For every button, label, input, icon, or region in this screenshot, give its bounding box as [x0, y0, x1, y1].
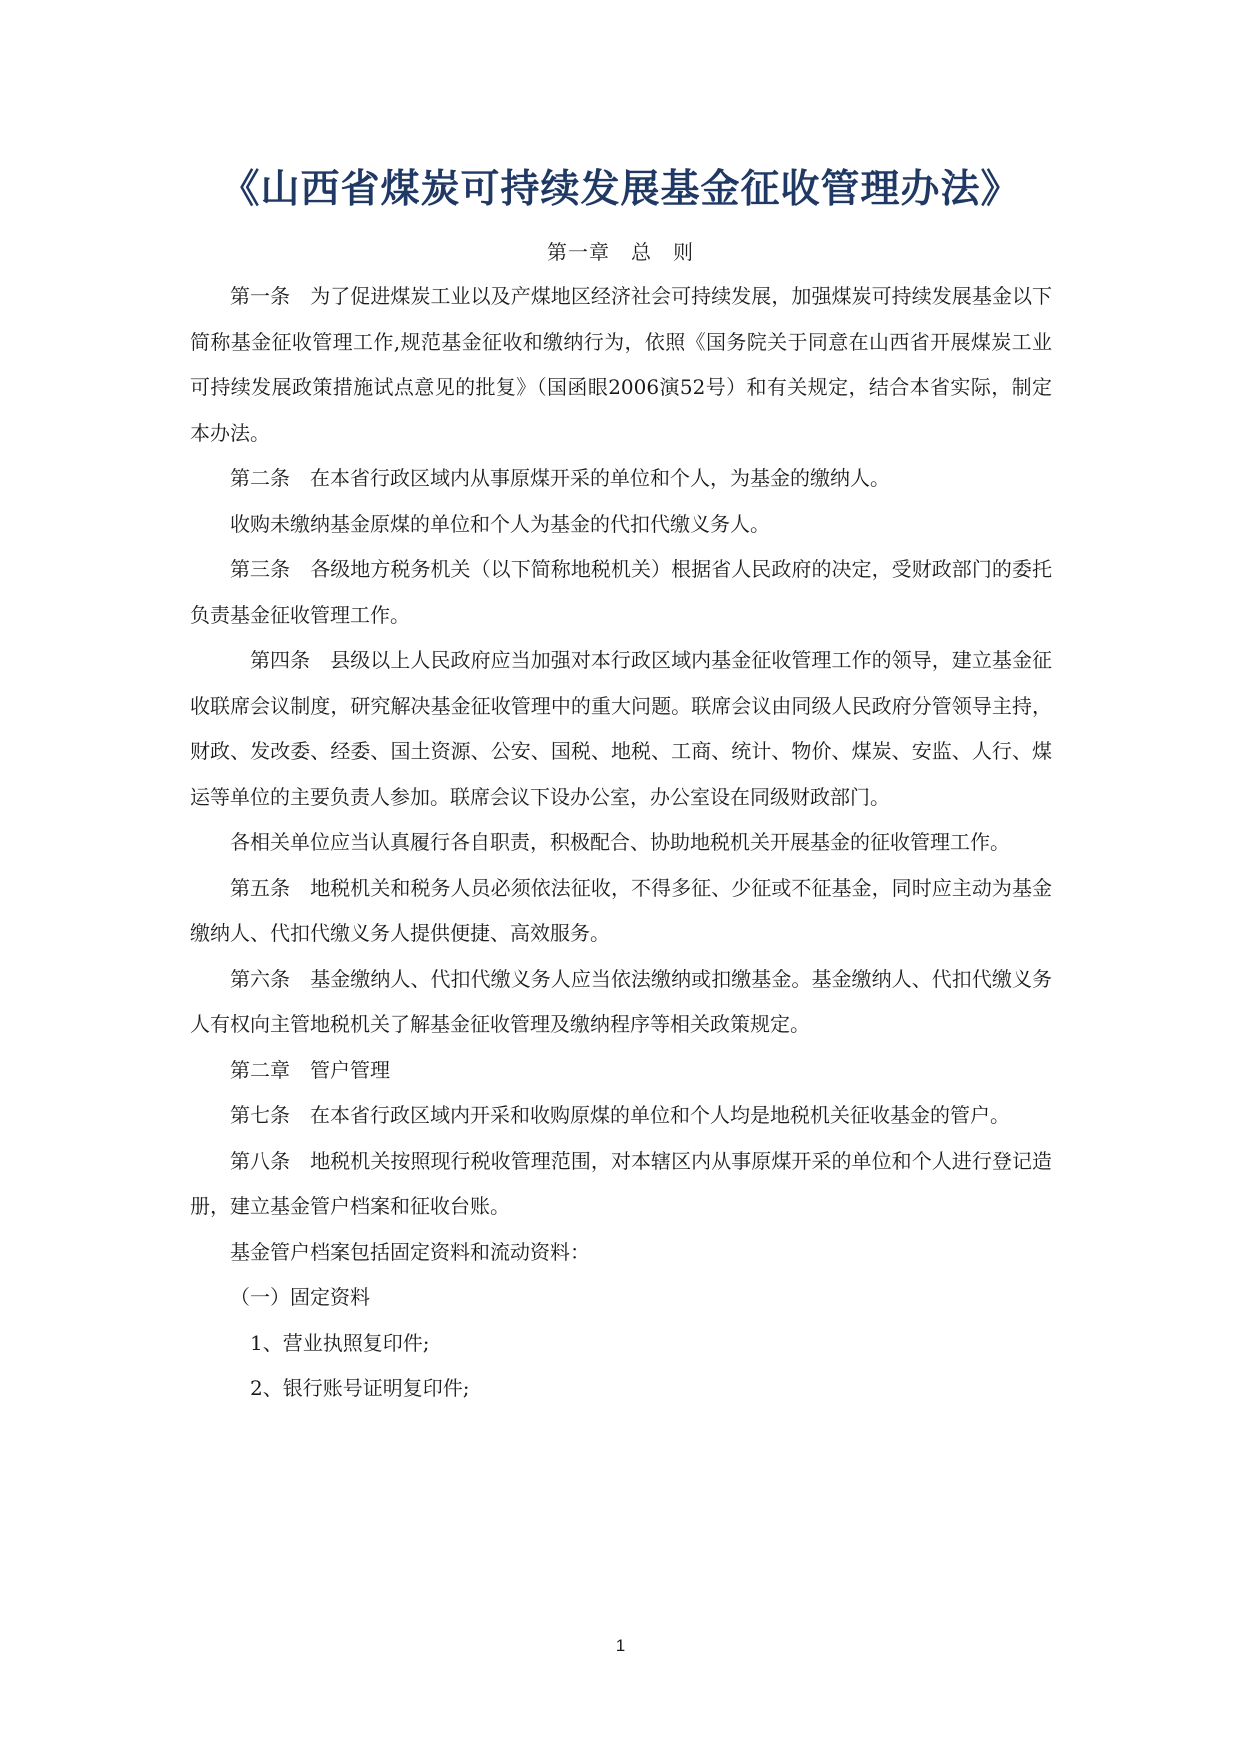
- list-heading-fixed-data: （一）固定资料: [230, 1285, 370, 1309]
- archive-contents-paragraph: 基金管户档案包括固定资料和流动资料：: [230, 1239, 590, 1264]
- chapter-2-heading: 第二章 管户管理: [230, 1057, 390, 1082]
- chapter-heading: 第一章 总 则: [547, 240, 694, 264]
- article-5-paragraph: 第五条 地税机关和税务人员必须依法征收，不得多征、少征或不征基金，同时应主动为基金缴纳人、代扣代缴义务人提供便捷、高效服务。: [190, 875, 1052, 945]
- article-1-paragraph: 第一条 为了促进煤炭工业以及产煤地区经济社会可持续发展，加强煤炭可持续发展基金以下简称基金征收管理工作,规范基金征收和缴纳行为，依照《国务院关于同意在山西省开展煤炭工业可持续发展政策措施试点意见的批复》（国函眼2006演52号）和有关规定，结合本省实际，制定本办法。: [190, 284, 1052, 445]
- article-4-continuation: 各相关单位应当认真履行各自职责，积极配合、协助地税机关开展基金的征收管理工作。: [230, 830, 1010, 854]
- article-2-paragraph: 第二条 在本省行政区域内从事原煤开采的单位和个人，为基金的缴纳人。: [230, 466, 890, 490]
- article-3-paragraph: 第三条 各级地方税务机关（以下简称地税机关）根据省人民政府的决定，受财政部门的委托负责基金征收管理工作。: [190, 557, 1052, 627]
- page-number: 1: [615, 1636, 626, 1655]
- article-8-paragraph: 第八条 地税机关按照现行税收管理范围，对本辖区内从事原煤开采的单位和个人进行登记造册，建立基金管户档案和征收台账。: [190, 1148, 1052, 1218]
- article-6-paragraph: 第六条 基金缴纳人、代扣代缴义务人应当依法缴纳或扣缴基金。基金缴纳人、代扣代缴义务人有权向主管地税机关了解基金征收管理及缴纳程序等相关政策规定。: [190, 966, 1052, 1036]
- document-body: [190, 274, 1052, 1412]
- document-title: 《山西省煤炭可持续发展基金征收管理办法》: [220, 166, 1021, 212]
- article-2-continuation: 收购未缴纳基金原煤的单位和个人为基金的代扣代缴义务人。: [230, 511, 770, 536]
- article-4-paragraph: 第四条 县级以上人民政府应当加强对本行政区域内基金征收管理工作的领导，建立基金征收联席会议制度，研究解决基金征收管理中的重大问题。联席会议由同级人民政府分管领导主持，财政、发改委、经委、国土资源、公安、国税、地税、工商、统计、物价、煤炭、安监、人行、煤运等单位的主要负责人参加。联席会议下设办公室，办公室设在同级财政部门。: [190, 648, 1052, 809]
- list-item: 1、营业执照复印件;: [250, 1330, 430, 1355]
- list-item: 2、银行账号证明复印件;: [250, 1376, 470, 1400]
- article-7-paragraph: 第七条 在本省行政区域内开采和收购原煤的单位和个人均是地税机关征收基金的管户。: [230, 1103, 1010, 1127]
